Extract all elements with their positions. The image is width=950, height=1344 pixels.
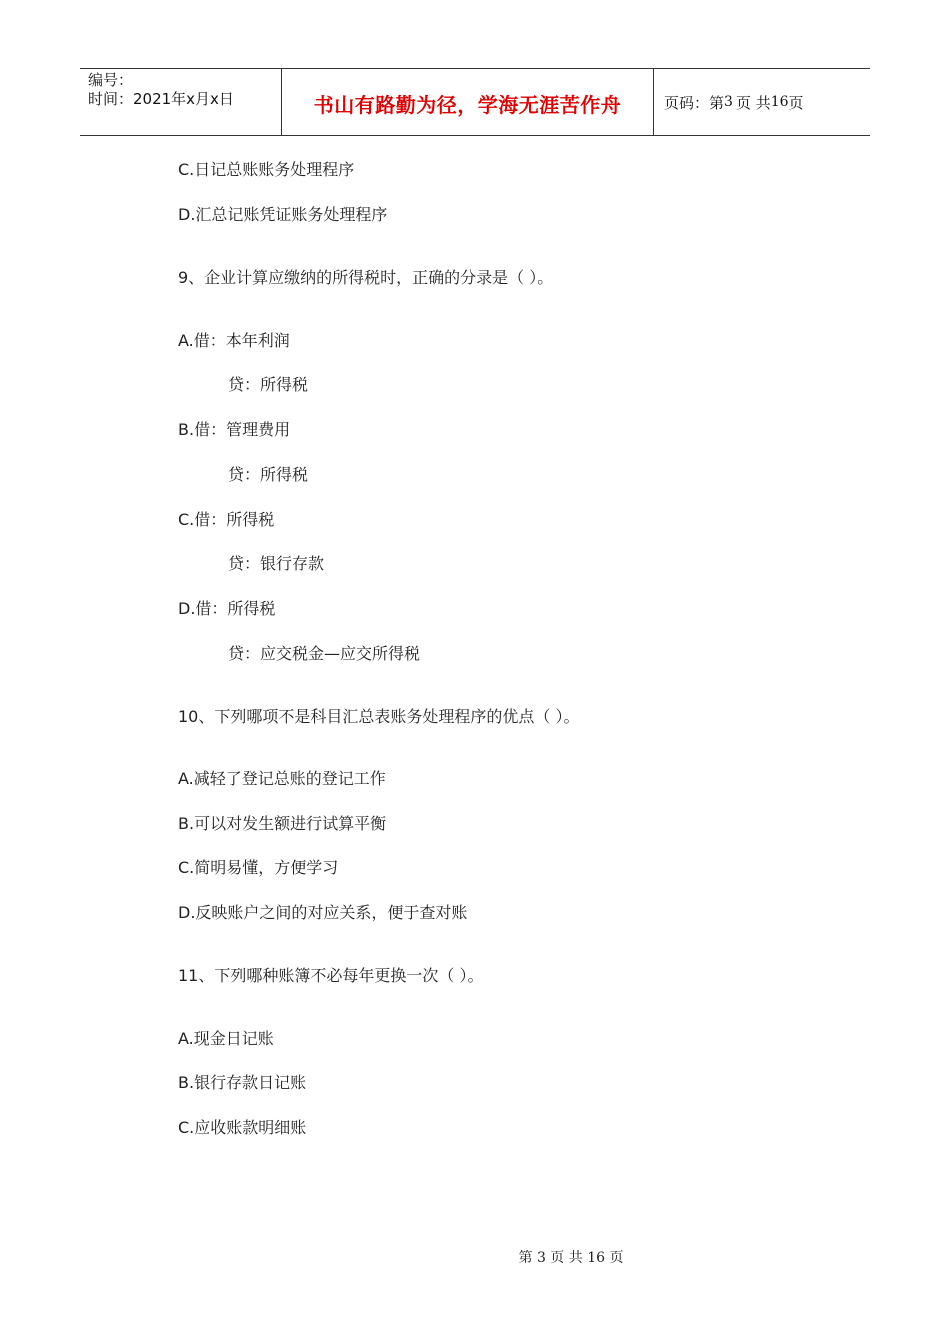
page-label-mid: 页 共 [735, 93, 771, 112]
q9-option-b-credit: 贷：所得税 [228, 465, 309, 484]
q10-option-d: D.反映账户之间的对应关系，便于查对账 [178, 903, 468, 922]
question-11-title: 11、下列哪种账簿不必每年更换一次（ ）。 [178, 966, 484, 985]
page-current: 3 [724, 94, 733, 110]
q11-option-a: A.现金日记账 [178, 1029, 274, 1048]
header-motto: 书山有路勤为径，学海无涯苦作舟 [282, 69, 654, 135]
q10-option-a: A.减轻了登记总账的登记工作 [178, 769, 386, 788]
q8-option-c: C.日记总账账务处理程序 [178, 160, 355, 179]
page-label-prefix: 页码：第 [664, 93, 725, 112]
q9-option-b-debit: B.借：管理费用 [178, 420, 291, 439]
header-page-indicator [654, 69, 870, 135]
header-meta [80, 69, 282, 135]
question-9-title: 9、企业计算应缴纳的所得税时，正确的分录是（ ）。 [178, 268, 554, 287]
q10-option-c: C.简明易懂，方便学习 [178, 858, 339, 877]
page-label-suffix: 页 [788, 93, 804, 112]
q9-option-d-debit: D.借：所得税 [178, 599, 276, 618]
serial-label: 编号： [88, 71, 134, 89]
q8-option-d: D.汇总记账凭证账务处理程序 [178, 205, 388, 224]
page-footer: 第 3 页 共 16 页 [518, 1250, 624, 1266]
q9-option-a-debit: A.借：本年利润 [178, 331, 290, 350]
q11-option-c: C.应收账款明细账 [178, 1118, 307, 1137]
q9-option-d-credit: 贷：应交税金—应交所得税 [228, 644, 421, 663]
q9-option-c-credit: 贷：银行存款 [228, 554, 325, 573]
q11-option-b: B.银行存款日记账 [178, 1073, 307, 1092]
time-label: 时间：2021年x月x日 [88, 90, 234, 108]
q9-option-a-credit: 贷：所得税 [228, 375, 309, 394]
page-header [80, 68, 870, 136]
page-total: 16 [770, 94, 789, 110]
q10-option-b: B.可以对发生额进行试算平衡 [178, 814, 387, 833]
question-10-title: 10、下列哪项不是科目汇总表账务处理程序的优点（ ）。 [178, 707, 580, 726]
q9-option-c-debit: C.借：所得税 [178, 510, 275, 529]
